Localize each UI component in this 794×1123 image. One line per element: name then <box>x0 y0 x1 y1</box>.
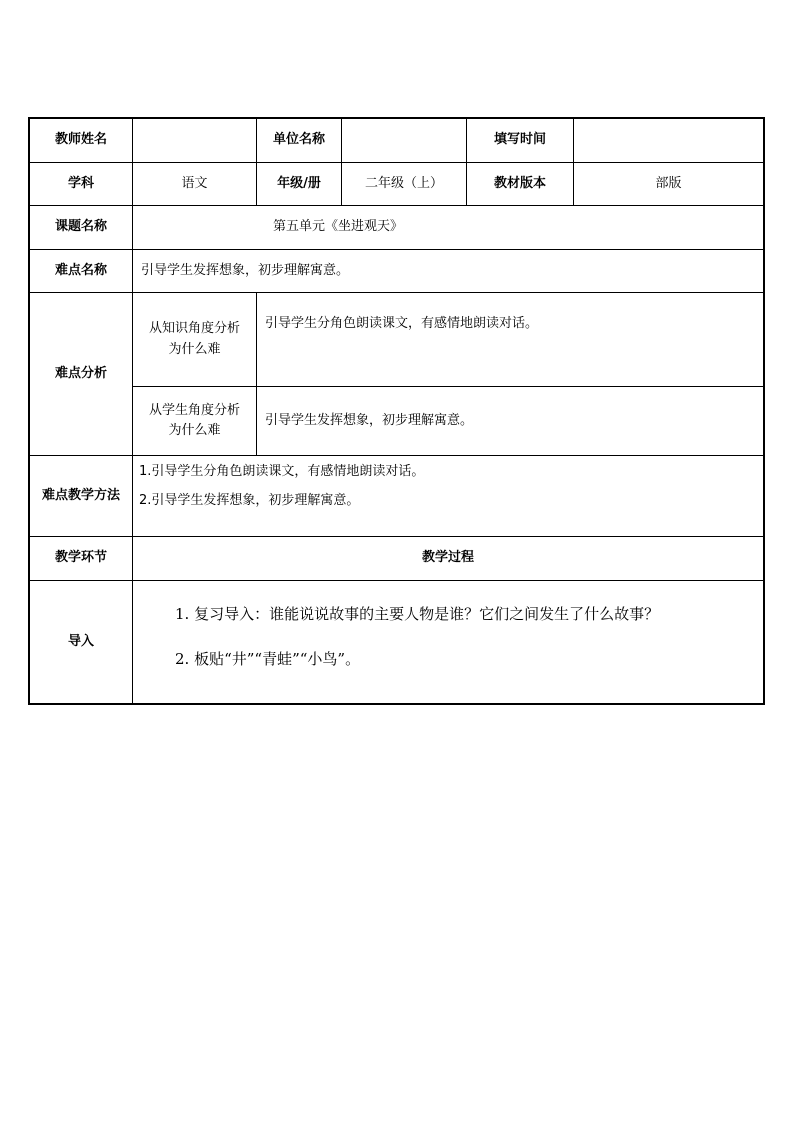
intro-label: 导入 <box>30 581 133 703</box>
student-angle-line1: 从学生角度分析 <box>148 402 240 418</box>
intro-item-1: 1. 复习导入：谁能说说故事的主要人物是谁？它们之间发生了什么故事？ <box>175 605 660 623</box>
student-angle-label <box>133 387 257 456</box>
lesson-label: 课题名称 <box>30 206 133 250</box>
teacher-name-value[interactable] <box>133 119 257 163</box>
subject-value: 语文 <box>133 163 257 206</box>
student-angle-value: 引导学生发挥想象，初步理解寓意。 <box>257 387 763 456</box>
intro-value <box>133 581 763 703</box>
difficulty-label: 难点名称 <box>30 250 133 293</box>
difficulty-value: 引导学生发挥想象，初步理解寓意。 <box>133 250 763 293</box>
method-label: 难点教学方法 <box>30 456 133 537</box>
fill-time-value[interactable] <box>574 119 763 163</box>
method-item-1: 1.引导学生分角色朗读课文，有感情地朗读对话。 <box>139 464 425 479</box>
unit-name-label: 单位名称 <box>257 119 342 163</box>
unit-name-value[interactable] <box>342 119 467 163</box>
method-value <box>133 456 763 537</box>
knowledge-angle-line2: 为什么难 <box>168 341 221 357</box>
stage-label: 教学环节 <box>30 537 133 581</box>
knowledge-angle-line1: 从知识角度分析 <box>148 321 240 337</box>
knowledge-angle-label <box>133 293 257 387</box>
intro-item-2: 2. 板贴“井”“青蛙”“小鸟”。 <box>175 650 361 668</box>
edition-value: 部版 <box>574 163 763 206</box>
subject-label: 学科 <box>30 163 133 206</box>
lesson-value: 第五单元《坐进观天》 <box>133 206 763 250</box>
analysis-label: 难点分析 <box>30 293 133 456</box>
process-label: 教学过程 <box>133 537 763 581</box>
method-item-2: 2.引导学生发挥想象，初步理解寓意。 <box>139 493 360 508</box>
fill-time-label: 填写时间 <box>467 119 574 163</box>
knowledge-angle-value: 引导学生分角色朗读课文，有感情地朗读对话。 <box>257 293 763 387</box>
grade-value: 二年级（上） <box>342 163 467 206</box>
teacher-name-label: 教师姓名 <box>30 119 133 163</box>
grade-label: 年级/册 <box>257 163 342 206</box>
edition-label: 教材版本 <box>467 163 574 206</box>
student-angle-line2: 为什么难 <box>168 423 221 438</box>
